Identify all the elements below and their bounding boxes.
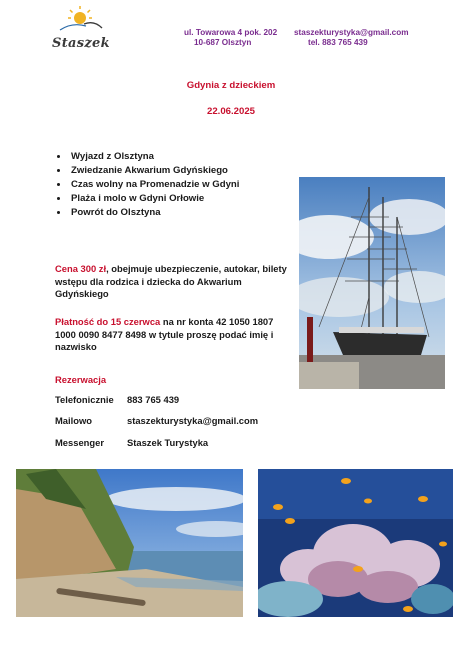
itinerary-list [55,150,239,220]
payment-highlight: Płatność do 15 czerwca [55,316,161,327]
messenger-label: Messenger [55,437,104,448]
itinerary-item: • Zwiedzanie Akwarium Gdyńskiego [69,164,239,178]
aquarium-photo [258,469,453,617]
price-paragraph [55,263,295,301]
phone-label: Telefonicznie [55,394,114,405]
trip-date: 22.06.2025 [206,106,255,117]
payment-details: na nr konta 42 1050 1807 1000 0090 8477 8498 w tytule proszę podać imię i nazwisko [55,316,274,352]
itinerary-item: • Czas wolny na Promenadzie w Gdyni [69,178,239,192]
phone-row [55,394,180,405]
messenger-value[interactable]: Staszek Turystyka [127,437,209,448]
logo-text: Staszek [52,36,110,51]
page-title: Gdynia z dzieckiem [186,80,276,91]
mail-label: Mailowo [55,415,92,426]
beach-photo [16,469,243,617]
itinerary-item: • Wyjazd z Olsztyna [69,150,239,164]
itinerary-item: • Plaża i molo w Gdyni Orłowie [69,192,239,206]
mail-row [55,415,259,426]
phone-value[interactable]: 883 765 439 [127,394,180,405]
price-details: , obejmuje ubezpieczenie, autokar, bilety wstępu dla rodzica i dziecka do Akwarium Gdyńskiego [55,263,287,299]
header-phone: tel. 883 765 439 [308,38,368,47]
price-highlight: Cena 300 zł [55,263,107,274]
reservation-heading: Rezerwacja [55,374,107,385]
itinerary-item: • Powrót do Olsztyna [69,206,239,220]
header-email[interactable]: staszekturystyka@gmail.com [294,28,409,37]
payment-paragraph [55,316,295,354]
messenger-row [55,437,209,448]
mail-value[interactable]: staszekturystyka@gmail.com [127,415,259,426]
address-line-1: ul. Towarowa 4 pok. 202 [184,28,278,37]
ship-photo [299,177,445,389]
address-line-2: 10-687 Olsztyn [194,38,252,47]
